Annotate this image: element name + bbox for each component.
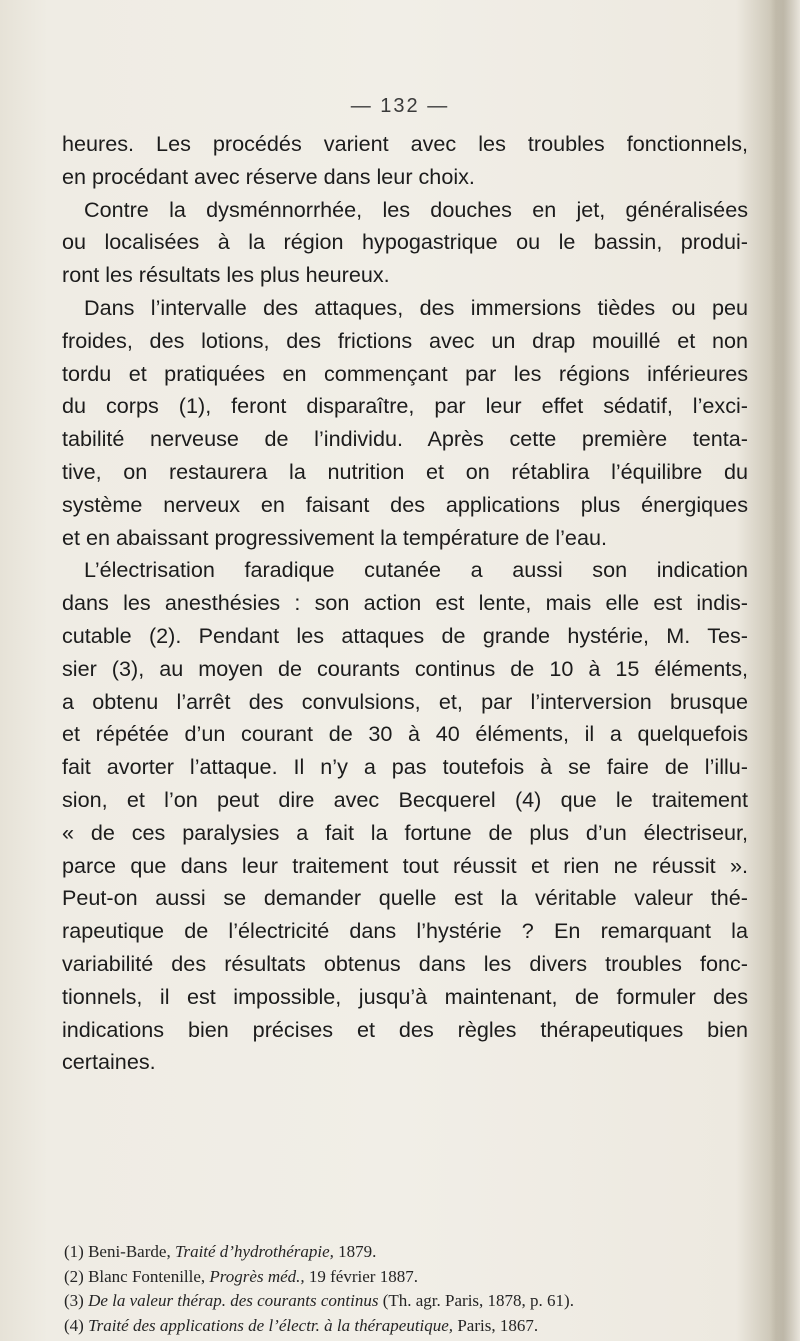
text-line: ront les résultats les plus heureux. <box>62 262 390 288</box>
text-line: fait avorter l’attaque. Il n’y a pas toutefois à se faire de l’illu- <box>62 754 748 780</box>
footnote-title: Progrès méd., <box>209 1266 305 1286</box>
text-line: et en abaissant progressivement la température de l’eau. <box>62 524 607 550</box>
footnote-4 <box>64 1314 754 1339</box>
footnote-author: Beni-Barde, <box>88 1242 171 1261</box>
footnote-details: 19 février 1887. <box>308 1266 418 1286</box>
footnote-title: De la valeur thérap. des courants continus <box>88 1291 379 1310</box>
footnote-details: 1879. <box>338 1242 377 1261</box>
footnote-author: Blanc Fontenille, <box>88 1266 206 1286</box>
text-line: dans les anesthésies : son action est lente, mais elle est indis- <box>62 590 748 616</box>
footnote-number: (1) <box>64 1242 84 1261</box>
text-line: sier (3), au moyen de courants continus de 10 à 15 éléments, <box>62 655 748 681</box>
text-line: L’électrisation faradique cutanée a aussi son indication <box>84 557 748 583</box>
text-line: Dans l’intervalle des attaques, des immersions tièdes ou peu <box>84 294 748 320</box>
body-text <box>62 128 748 1079</box>
text-line: système nerveux en faisant des applications plus énergiques <box>62 491 748 517</box>
page-edge-shadow <box>770 0 800 1341</box>
text-line: tive, on restaurera la nutrition et on rétablira l’équilibre du <box>62 458 748 484</box>
text-line: indications bien précises et des règles thérapeutiques bien <box>62 1016 748 1042</box>
text-line: du corps (1), feront disparaître, par leur effet sédatif, l’exci- <box>62 393 748 419</box>
text-line: et répétée d’un courant de 30 à 40 éléments, il a quelquefois <box>62 721 748 747</box>
text-line: certaines. <box>62 1049 156 1075</box>
footnote-details: Paris, 1867. <box>457 1315 539 1335</box>
footnote-1 <box>64 1240 754 1265</box>
footnote-number: (3) <box>64 1291 84 1310</box>
footnote-title: Traité des applications de l’électr. à la thérapeutique, <box>88 1315 454 1335</box>
text-line: a obtenu l’arrêt des convulsions, et, par l’interversion brusque <box>62 688 748 714</box>
footnote-2 <box>64 1265 754 1290</box>
footnote-number: (2) <box>64 1266 84 1286</box>
text-line: sion, et l’on peut dire avec Becquerel (4) que le traitement <box>62 786 748 812</box>
text-line: ou localisées à la région hypogastrique ou le bassin, produi- <box>62 229 748 255</box>
text-line: cutable (2). Pendant les attaques de grande hystérie, M. Tes- <box>62 622 748 648</box>
text-line: variabilité des résultats obtenus dans les divers troubles fonc- <box>62 950 748 976</box>
footnote-title: Traité d’hydrothérapie, <box>174 1242 334 1261</box>
text-line: « de ces paralysies a fait la fortune de plus d’un électriseur, <box>62 819 748 845</box>
text-line: tordu et pratiquées en commençant par les régions inférieures <box>62 360 748 386</box>
text-line: tionnels, il est impossible, jusqu’à maintenant, de formuler des <box>62 983 748 1009</box>
footnote-details: (Th. agr. Paris, 1878, p. 61). <box>382 1291 574 1310</box>
text-line: froides, des lotions, des frictions avec un drap mouillé et non <box>62 327 748 353</box>
page-number: — 132 — <box>350 95 450 117</box>
footnote-number: (4) <box>64 1315 84 1335</box>
footnote-3 <box>64 1289 754 1314</box>
text-line: heures. Les procédés varient avec les troubles fonctionnels, <box>62 131 748 156</box>
text-line: tabilité nerveuse de l’individu. Après cette première tenta- <box>62 426 748 452</box>
text-line: parce que dans leur traitement tout réussit et rien ne réussit ». <box>62 852 748 878</box>
text-line: rapeutique de l’électricité dans l’hystérie ? En remarquant la <box>62 918 748 944</box>
text-line: Peut-on aussi se demander quelle est la véritable valeur thé- <box>62 885 748 911</box>
text-line: en procédant avec réserve dans leur choix. <box>62 163 475 189</box>
text-line: Contre la dysménnorrhée, les douches en jet, généralisées <box>84 196 748 222</box>
footnotes <box>64 1240 754 1338</box>
